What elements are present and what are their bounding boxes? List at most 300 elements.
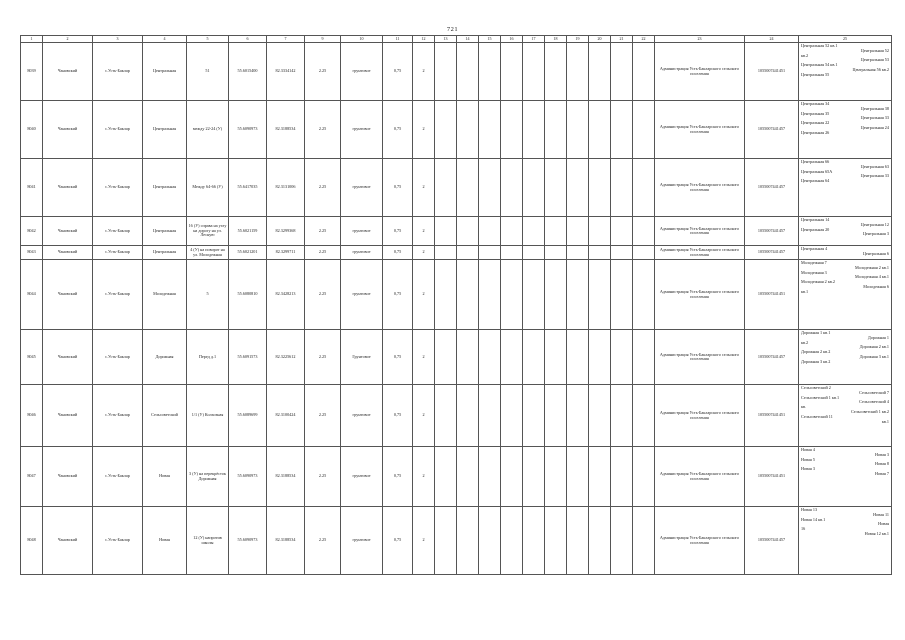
cell-empty — [633, 101, 655, 159]
cell-empty — [523, 260, 545, 330]
address-line: Новая 4 — [801, 447, 815, 452]
cell-empty — [589, 447, 611, 507]
address-line: Центральная 14 — [801, 217, 830, 222]
cell-area: 2.25 — [305, 246, 341, 260]
table-row — [21, 217, 892, 246]
cell-empty — [479, 330, 501, 385]
cell-empty — [567, 43, 589, 101]
cell-empty — [589, 330, 611, 385]
cell-org: Администрация Усть-Бакларского сельского поселения — [655, 260, 745, 330]
cell-lat: 55.6090973 — [229, 101, 267, 159]
cell-count: 2 — [413, 101, 435, 159]
cell-empty — [611, 43, 633, 101]
cell-volume: 0,75 — [383, 159, 413, 217]
cell-empty — [501, 330, 523, 385]
cell-empty — [567, 260, 589, 330]
cell-org: Администрация Усть-Бакларского сельского поселения — [655, 159, 745, 217]
address-line: Новая 13 — [801, 507, 818, 512]
address-line: Центральная 12 — [860, 221, 889, 227]
address-line: кв. — [801, 404, 807, 410]
cell-empty — [633, 159, 655, 217]
address-line: 16 — [801, 526, 806, 532]
cell-surface: грунтовое — [341, 246, 383, 260]
cell-empty — [479, 447, 501, 507]
cell-org: Администрация Усть-Бакларского сельского поселения — [655, 246, 745, 260]
address-line: Молодежная 2 кв.2 — [801, 279, 835, 285]
cell-ogrn: 1055007441457 — [745, 217, 799, 246]
cell-empty — [457, 447, 479, 507]
cell-ogrn: 1055007441451 — [745, 43, 799, 101]
cell-empty — [435, 43, 457, 101]
cell-empty — [435, 507, 457, 575]
cell-empty — [611, 330, 633, 385]
address-line: Дорожная 3 кв.1 — [859, 354, 889, 360]
cell-surface: грунтовое — [341, 507, 383, 575]
cell-empty — [501, 507, 523, 575]
cell-empty — [589, 507, 611, 575]
page-number: 721 — [446, 26, 459, 33]
address-line: Дорожная 1 кв.1 — [801, 330, 831, 335]
cell-surface: грунтовое — [341, 43, 383, 101]
cell-empty — [457, 246, 479, 260]
cell-area: 2.25 — [305, 447, 341, 507]
cell-ogrn: 1055007441451 — [745, 260, 799, 330]
cell-lat: 55.6417035 — [229, 159, 267, 217]
cell-org: Администрация Усть-Бакларского сельского поселения — [655, 385, 745, 447]
cell-addresses — [799, 246, 892, 260]
column-number: 18 — [545, 36, 567, 43]
column-number: 7 — [267, 36, 305, 43]
cell-org: Администрация Усть-Бакларского сельского поселения — [655, 217, 745, 246]
cell-empty — [589, 217, 611, 246]
cell-addresses — [799, 447, 892, 507]
cell-volume: 0,75 — [383, 101, 413, 159]
cell-org: Администрация Усть-Бакларского сельского поселения — [655, 507, 745, 575]
address-line: Новая 11 — [873, 511, 889, 517]
address-line: Центральная 38 — [860, 105, 889, 111]
cell-empty — [545, 447, 567, 507]
cell-org: Администрация Усть-Бакларского сельского поселения — [655, 330, 745, 385]
cell-id: 8044 — [21, 260, 43, 330]
address-line: Новая 3 — [875, 451, 889, 457]
address-line: Центральная 63 — [860, 163, 889, 169]
cell-lat: 55.6015400 — [229, 43, 267, 101]
address-line: Центральная 52 кв.1 — [801, 43, 838, 48]
cell-ogrn: 1055007441457 — [745, 507, 799, 575]
address-line: Центральная 4 — [801, 246, 828, 251]
cell-area: 2.25 — [305, 101, 341, 159]
cell-addresses — [799, 159, 892, 217]
column-number: 24 — [745, 36, 799, 43]
cell-empty — [567, 101, 589, 159]
cell-surface: грунтовое — [341, 385, 383, 447]
cell-lon: 82.3334142 — [267, 43, 305, 101]
address-line: Центральная 33 — [860, 173, 889, 179]
cell-addresses — [799, 385, 892, 447]
address-line: Новая 3 — [801, 466, 815, 472]
cell-lat: 55.6090973 — [229, 447, 267, 507]
address-line: Центральная 6 — [862, 250, 889, 256]
cell-empty — [501, 43, 523, 101]
cell-empty — [589, 385, 611, 447]
cell-ogrn: 1055007441457 — [745, 246, 799, 260]
cell-settlement: с.Усть-Баклар — [93, 246, 143, 260]
column-number: 23 — [655, 36, 745, 43]
cell-empty — [589, 260, 611, 330]
cell-empty — [435, 260, 457, 330]
cell-surface: грунтовое — [341, 101, 383, 159]
address-line: Сельсоветский 1 кв.2 — [850, 409, 889, 415]
column-number: 4 — [143, 36, 187, 43]
address-line: Центральная 52 — [860, 47, 889, 53]
column-number: 21 — [611, 36, 633, 43]
cell-lon: 82.3188534 — [267, 101, 305, 159]
cell-district: Чановский — [43, 101, 93, 159]
cell-empty — [501, 385, 523, 447]
cell-empty — [545, 159, 567, 217]
cell-empty — [545, 217, 567, 246]
cell-addresses — [799, 43, 892, 101]
address-line: Молодежная 6 — [863, 284, 889, 290]
cell-house: 3 (У) на перекрёсток Дорожная — [187, 447, 229, 507]
address-line: Дорожная 1 — [867, 334, 889, 340]
cell-volume: 0,75 — [383, 330, 413, 385]
address-line: Новая 5 — [801, 456, 815, 462]
cell-count: 2 — [413, 260, 435, 330]
cell-lat: 55.6080810 — [229, 260, 267, 330]
cell-ogrn: 1055007441451 — [745, 385, 799, 447]
address-line: Новая 14 кв.1 — [801, 516, 826, 522]
cell-id: 8046 — [21, 385, 43, 447]
cell-empty — [523, 159, 545, 217]
column-number: 12 — [413, 36, 435, 43]
cell-district: Чановский — [43, 447, 93, 507]
cell-empty — [567, 447, 589, 507]
column-number: 22 — [633, 36, 655, 43]
cell-addresses — [799, 330, 892, 385]
cell-settlement: с.Усть-Баклар — [93, 447, 143, 507]
address-line: Центральная 3 — [862, 231, 889, 237]
cell-house: 4 (У) на поворот на ул. Молодежная — [187, 246, 229, 260]
cell-empty — [479, 260, 501, 330]
cell-area: 2.25 — [305, 385, 341, 447]
cell-id: 8040 — [21, 101, 43, 159]
cell-lat: 55.6021201 — [229, 246, 267, 260]
cell-empty — [633, 246, 655, 260]
cell-lon: 82.3428213 — [267, 260, 305, 330]
cell-addresses — [799, 507, 892, 575]
cell-count: 2 — [413, 43, 435, 101]
cell-empty — [567, 330, 589, 385]
cell-empty — [479, 246, 501, 260]
cell-empty — [633, 385, 655, 447]
cell-id: 8042 — [21, 217, 43, 246]
address-line: кв.1 — [801, 288, 809, 294]
address-line: Центральная 65А — [801, 168, 833, 174]
address-line: Молодежная 7 — [801, 260, 827, 265]
table-row — [21, 330, 892, 385]
cell-house: 1/1 (У) Колхозная — [187, 385, 229, 447]
cell-surface: грунтовое — [341, 260, 383, 330]
cell-org: Администрация Усть-Бакларского сельского поселения — [655, 447, 745, 507]
address-line: Центральная 64 — [801, 178, 830, 184]
cell-lon: 82.3225612 — [267, 330, 305, 385]
cell-street: Центральная — [143, 217, 187, 246]
cell-surface: грунтовое — [341, 217, 383, 246]
cell-empty — [545, 43, 567, 101]
cell-empty — [457, 159, 479, 217]
cell-empty — [501, 217, 523, 246]
cell-empty — [567, 507, 589, 575]
cell-empty — [435, 385, 457, 447]
cell-empty — [435, 217, 457, 246]
cell-lat: 55.6021159 — [229, 217, 267, 246]
column-number: 1 — [21, 36, 43, 43]
column-number: 3 — [93, 36, 143, 43]
cell-lon: 82.3188534 — [267, 447, 305, 507]
cell-area: 2.25 — [305, 43, 341, 101]
address-line: Сельсоветский 7 — [859, 389, 889, 395]
cell-empty — [523, 43, 545, 101]
cell-lon: 82.3299368 — [267, 217, 305, 246]
address-line: Центральная 56 кв.2 — [852, 67, 889, 73]
cell-ogrn: 1055007441457 — [745, 101, 799, 159]
cell-settlement: с.Усть-Баклар — [93, 507, 143, 575]
cell-lat: 55.6091573 — [229, 330, 267, 385]
cell-empty — [633, 447, 655, 507]
address-line: Новая 7 — [875, 471, 889, 477]
column-number: 13 — [435, 36, 457, 43]
cell-empty — [523, 217, 545, 246]
cell-street: Центральная — [143, 101, 187, 159]
cell-volume: 0,75 — [383, 507, 413, 575]
cell-settlement: с.Усть-Баклар — [93, 385, 143, 447]
address-line: Дорожная 2 кв.1 — [859, 344, 889, 350]
cell-id: 8048 — [21, 507, 43, 575]
cell-surface: грунтовое — [341, 159, 383, 217]
cell-settlement: с.Усть-Баклар — [93, 159, 143, 217]
cell-empty — [589, 101, 611, 159]
column-number: 2 — [43, 36, 93, 43]
cell-empty — [523, 385, 545, 447]
cell-volume: 0,75 — [383, 385, 413, 447]
column-number: 11 — [383, 36, 413, 43]
cell-count: 2 — [413, 447, 435, 507]
cell-empty — [545, 246, 567, 260]
cell-empty — [589, 159, 611, 217]
column-number: 20 — [589, 36, 611, 43]
column-number: 15 — [479, 36, 501, 43]
address-line: Сельсоветский 11 — [801, 413, 833, 419]
cell-house: 16 (У) справа на углу на дорогу на ул. Лесную — [187, 217, 229, 246]
cell-empty — [435, 246, 457, 260]
address-line: Сельсоветский 2 — [801, 385, 831, 390]
cell-empty — [457, 507, 479, 575]
cell-id: 8045 — [21, 330, 43, 385]
cell-empty — [479, 217, 501, 246]
cell-settlement: с.Усть-Баклар — [93, 217, 143, 246]
cell-count: 2 — [413, 217, 435, 246]
cell-empty — [633, 43, 655, 101]
column-number: 9 — [305, 36, 341, 43]
cell-count: 2 — [413, 385, 435, 447]
cell-empty — [523, 447, 545, 507]
address-line: кв.2 — [801, 52, 809, 58]
column-number: 25 — [799, 36, 892, 43]
cell-empty — [611, 447, 633, 507]
table-row — [21, 260, 892, 330]
address-line: Дорожная 3 кв.2 — [801, 358, 831, 364]
cell-surface: грунтовое — [341, 447, 383, 507]
register-table — [20, 35, 892, 575]
address-line: Молодежная 3 — [801, 269, 827, 275]
cell-empty — [457, 43, 479, 101]
cell-empty — [633, 217, 655, 246]
cell-street: Центральная — [143, 246, 187, 260]
address-line: Центральная 66 — [801, 159, 830, 164]
table-body — [21, 36, 892, 575]
cell-empty — [611, 507, 633, 575]
cell-empty — [545, 507, 567, 575]
cell-empty — [523, 507, 545, 575]
cell-empty — [457, 217, 479, 246]
cell-district: Чановский — [43, 246, 93, 260]
cell-house: Между 64-66 (У) — [187, 159, 229, 217]
cell-empty — [457, 330, 479, 385]
cell-empty — [435, 330, 457, 385]
cell-empty — [501, 260, 523, 330]
column-number: 16 — [501, 36, 523, 43]
cell-empty — [501, 246, 523, 260]
table-row — [21, 101, 892, 159]
cell-settlement: с.Усть-Баклар — [93, 260, 143, 330]
cell-empty — [501, 101, 523, 159]
cell-empty — [435, 101, 457, 159]
cell-empty — [589, 43, 611, 101]
address-line: Центральная 22 — [801, 120, 830, 126]
cell-empty — [611, 101, 633, 159]
address-line: Центральная 24 — [860, 125, 889, 131]
cell-lat: 55.6090973 — [229, 507, 267, 575]
cell-empty — [523, 330, 545, 385]
cell-volume: 0,75 — [383, 43, 413, 101]
table-row — [21, 159, 892, 217]
table-row — [21, 385, 892, 447]
cell-settlement: с.Усть-Баклар — [93, 43, 143, 101]
cell-count: 2 — [413, 330, 435, 385]
cell-empty — [545, 260, 567, 330]
cell-volume: 0,75 — [383, 260, 413, 330]
address-line: Молодежная 2 кв.1 — [855, 264, 889, 270]
cell-empty — [545, 385, 567, 447]
cell-empty — [479, 507, 501, 575]
cell-empty — [567, 217, 589, 246]
cell-street: Новая — [143, 507, 187, 575]
cell-district: Чановский — [43, 159, 93, 217]
address-line: Сельсоветский 4 — [859, 399, 889, 405]
cell-empty — [633, 507, 655, 575]
cell-count: 2 — [413, 246, 435, 260]
cell-area: 2.25 — [305, 159, 341, 217]
address-line: кв.1 — [881, 418, 889, 424]
address-line: Центральная 53 — [860, 57, 889, 63]
address-line: Центральная 33 — [860, 115, 889, 121]
cell-empty — [589, 246, 611, 260]
column-number: 17 — [523, 36, 545, 43]
cell-area: 2.25 — [305, 260, 341, 330]
cell-lat: 55.6089699 — [229, 385, 267, 447]
cell-id: 8041 — [21, 159, 43, 217]
cell-street: Дорожная — [143, 330, 187, 385]
cell-lon: 82.3131006 — [267, 159, 305, 217]
cell-area: 2.25 — [305, 217, 341, 246]
cell-house: между 22-24 (У) — [187, 101, 229, 159]
cell-street: Сельсоветский — [143, 385, 187, 447]
address-line: Центральная 35 — [801, 110, 830, 116]
column-number: 19 — [567, 36, 589, 43]
cell-surface: Грунтовое — [341, 330, 383, 385]
cell-empty — [523, 246, 545, 260]
cell-district: Чановский — [43, 385, 93, 447]
cell-empty — [567, 385, 589, 447]
address-line: Новая — [878, 521, 889, 527]
cell-count: 2 — [413, 507, 435, 575]
cell-org: Администрация Усть-Бакларского сельского поселения — [655, 43, 745, 101]
address-line: Молодежная 4 кв.1 — [855, 274, 889, 280]
cell-volume: 0,75 — [383, 217, 413, 246]
address-line: Центральная 55 — [801, 71, 830, 77]
address-line: кв.2 — [801, 339, 809, 345]
address-line: Сельсоветский 1 кв.1 — [801, 394, 840, 400]
column-number: 6 — [229, 36, 267, 43]
cell-house: 12 (У) напротив школы — [187, 507, 229, 575]
cell-empty — [611, 217, 633, 246]
cell-house: 5 — [187, 260, 229, 330]
column-number: 5 — [187, 36, 229, 43]
table-row — [21, 43, 892, 101]
cell-district: Чановский — [43, 507, 93, 575]
cell-empty — [435, 159, 457, 217]
cell-id: 8043 — [21, 246, 43, 260]
cell-id: 8047 — [21, 447, 43, 507]
cell-empty — [501, 447, 523, 507]
cell-empty — [479, 159, 501, 217]
table-row — [21, 507, 892, 575]
cell-empty — [457, 385, 479, 447]
cell-addresses — [799, 260, 892, 330]
cell-count: 2 — [413, 159, 435, 217]
cell-street: Молодежная — [143, 260, 187, 330]
cell-lon: 82.3299711 — [267, 246, 305, 260]
address-line: Центральная 26 — [801, 129, 830, 135]
cell-house: 51 — [187, 43, 229, 101]
cell-empty — [545, 101, 567, 159]
address-line: Центральная 54 кв.1 — [801, 62, 838, 68]
cell-empty — [545, 330, 567, 385]
cell-volume: 0,75 — [383, 447, 413, 507]
cell-empty — [611, 246, 633, 260]
cell-empty — [435, 447, 457, 507]
address-line: Дорожная 2 кв.2 — [801, 349, 831, 355]
column-number: 14 — [457, 36, 479, 43]
cell-district: Чановский — [43, 217, 93, 246]
cell-street: Новая — [143, 447, 187, 507]
cell-district: Чановский — [43, 43, 93, 101]
table-row — [21, 246, 892, 260]
cell-empty — [501, 159, 523, 217]
address-line: Центральная 20 — [801, 226, 830, 232]
cell-addresses — [799, 101, 892, 159]
